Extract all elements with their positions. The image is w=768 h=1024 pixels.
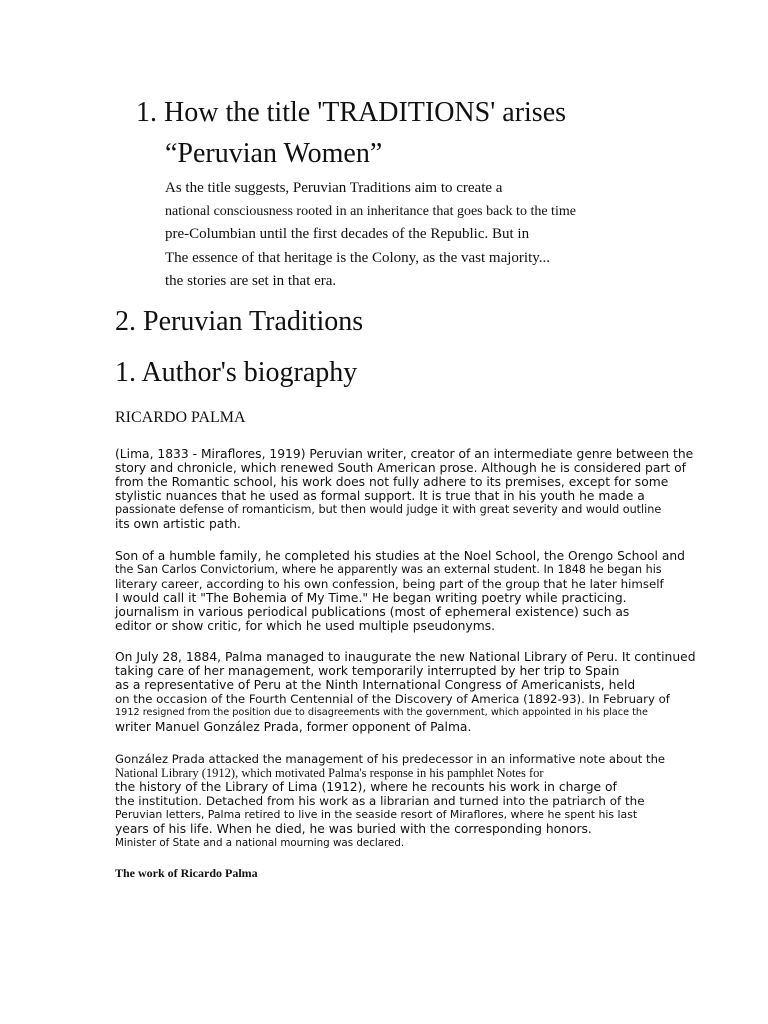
paragraph-line: I would call it "The Bohemia of My Time." He began writing poetry while practicing.	[115, 591, 627, 605]
section-heading-peruvian-traditions: 2. Peruvian Traditions	[115, 306, 364, 337]
paragraph-line: the institution. Detached from his work as a librarian and turned into the patriarch of the	[115, 794, 645, 808]
paragraph-line: writer Manuel González Prada, former opponent of Palma.	[115, 720, 472, 734]
author-name: RICARDO PALMA	[115, 409, 246, 426]
paragraph-line: On July 28, 1884, Palma managed to inaugurate the new National Library of Peru. It continued	[115, 650, 696, 664]
paragraph-line: literary career, according to his own confession, being part of the group that he later himself	[115, 577, 664, 591]
paragraph-line: 1912 resigned from the position due to disagreements with the government, which appointed in his place the	[115, 707, 649, 718]
paragraph-line: editor or show critic, for which he used multiple pseudonyms.	[115, 619, 496, 633]
paragraph-line: taking care of her management, work temporarily interrupted by her trip to Spain	[115, 664, 620, 678]
paragraph-line: Peruvian letters, Palma retired to live in the seaside resort of Miraflores, where he spent his last	[115, 808, 638, 821]
intro-paragraph	[165, 177, 576, 293]
biography-paragraph-2	[115, 549, 695, 633]
biography-paragraph-4	[115, 752, 695, 850]
paragraph-line: National Library (1912), which motivated Palma's response in his pamphlet Notes for	[115, 766, 544, 780]
section-heading-biography: 1. Author's biography	[115, 357, 358, 388]
paragraph-line: (Lima, 1833 - Miraflores, 1919) Peruvian writer, creator of an intermediate genre between the	[115, 447, 694, 461]
paragraph-line: from the Romantic school, his work does not fully adhere to its premises, except for some	[115, 475, 669, 489]
paragraph-line: as a representative of Peru at the Ninth International Congress of Americanists, held	[115, 678, 636, 692]
intro-line: As the title suggests, Peruvian Traditions aim to create a	[165, 180, 503, 196]
intro-line: national consciousness rooted in an inheritance that goes back to the time	[165, 204, 576, 220]
intro-line: pre-Columbian until the first decades of the Republic. But in	[165, 226, 530, 243]
paragraph-line: González Prada attacked the management of his predecessor in an informative note about the	[115, 752, 666, 766]
paragraph-line: journalism in various periodical publications (most of ephemeral existence) such as	[115, 605, 630, 619]
biography-paragraph-1	[115, 447, 695, 531]
paragraph-line: Son of a humble family, he completed his studies at the Noel School, the Orengo School and	[115, 549, 685, 563]
paragraph-line: the San Carlos Convictorium, where he apparently was an external student. In 1848 he began his	[115, 563, 662, 576]
paragraph-line: story and chronicle, which renewed South American prose. Although he is considered part of	[115, 461, 687, 475]
section-heading-title-origin: 1. How the title 'TRADITIONS' arises	[136, 97, 567, 128]
biography-paragraph-3	[115, 650, 695, 734]
paragraph-line: the history of the Library of Lima (1912), where he recounts his work in charge of	[115, 780, 617, 794]
paragraph-line: Minister of State and a national mourning was declared.	[115, 837, 405, 849]
section-subtitle: “Peruvian Women”	[165, 138, 383, 169]
paragraph-line: passionate defense of romanticism, but then would judge it with great severity and would outline	[115, 503, 662, 516]
paragraph-line: on the occasion of the Fourth Centennial of the Discovery of America (1892-93). In February of	[115, 692, 670, 706]
intro-line: the stories are set in that era.	[165, 272, 337, 289]
paragraph-line: years of his life. When he died, he was buried with the corresponding honors.	[115, 822, 592, 836]
intro-line: The essence of that heritage is the Colony, as the vast majority...	[165, 249, 551, 266]
paragraph-line: stylistic nuances that he used as formal support. It is true that in his youth he made a	[115, 489, 645, 503]
work-section-heading: The work of Ricardo Palma	[115, 866, 258, 880]
paragraph-line: its own artistic path.	[115, 517, 241, 531]
